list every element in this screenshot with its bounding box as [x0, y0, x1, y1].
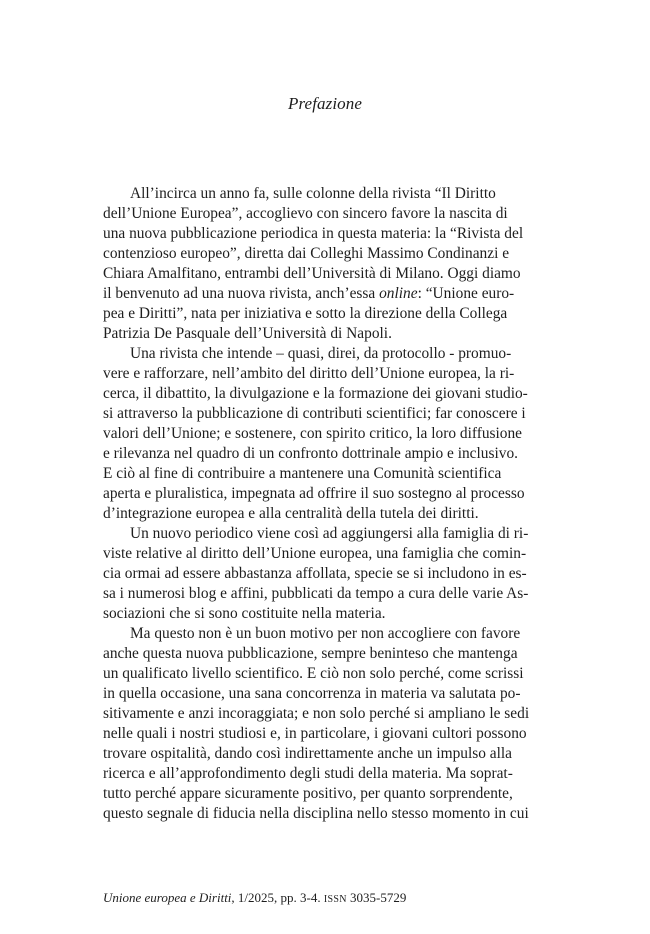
paragraph-line: All’incirca un anno fa, sulle colonne della rivista “Il Diritto: [130, 185, 496, 202]
paragraph-line: Chiara Amalfitano, entrambi dell’Università di Milano. Oggi diamo: [103, 265, 521, 282]
paragraph-line: anche questa nuova pubblicazione, sempre beninteso che mantenga: [103, 645, 518, 662]
paragraph-line: sa i numerosi blog e affini, pubblicati da tempo a cura delle varie As-: [103, 585, 529, 602]
paragraph-line: contenzioso europeo”, diretta dai Colleghi Massimo Condinanzi e: [103, 245, 510, 262]
paragraph-line: ricerca e all’approfondimento degli studi della materia. Ma soprat-: [103, 765, 513, 782]
paragraph-line: una nuova pubblicazione periodica in questa materia: la “Rivista del: [103, 225, 524, 242]
paragraph-line: in quella occasione, una sana concorrenza in materia va salutata po-: [103, 685, 521, 702]
page-footer-citation: [103, 889, 406, 909]
paragraph-line: un qualificato livello scientifico. E ciò non solo perché, come scrissi: [103, 665, 524, 682]
paragraph-line: viste relative al diritto dell’Unione europea, una famiglia che comin-: [103, 545, 527, 562]
paragraph-line: tutto perché appare sicuramente positivo, per quanto sorprendente,: [103, 785, 513, 802]
paragraph-line: e rilevanza nel quadro di un confronto dottrinale ampio e inclusivo.: [103, 445, 518, 462]
paragraph-line: aperta e pluralistica, impegnata ad offrire il suo sostegno al processo: [103, 485, 525, 502]
paragraph-line: vere e rafforzare, nell’ambito del diritto dell’Unione europea, la ri-: [103, 365, 515, 382]
paragraph-4: [103, 624, 561, 824]
paragraph-line: d’integrazione europea e alla centralità della tutela dei diritti.: [103, 505, 479, 522]
paragraph-1: [103, 184, 561, 344]
paragraph-line: cerca, il dibattito, la divulgazione e la formazione dei giovani studio-: [103, 385, 528, 402]
paragraph-line-with-italic: il benvenuto ad una nuova rivista, anch’essa online: “Unione euro-: [103, 285, 515, 302]
paragraph-line: pea e Diritti”, nata per iniziativa e sotto la direzione della Collega: [103, 305, 508, 322]
footer-issn-number: 3035-5729: [346, 890, 407, 905]
paragraph-line: questo segnale di fiducia nella disciplina nello stesso momento in cui: [103, 805, 529, 822]
paragraph-line: dell’Unione Europea”, accoglievo con sincero favore la nascita di: [103, 205, 508, 222]
body-text: [103, 184, 561, 824]
paragraph-line: Ma questo non è un buon motivo per non accogliere con favore: [130, 625, 521, 642]
footer-issn-label: ISSN: [323, 894, 347, 905]
paragraph-line: cia ormai ad essere abbastanza affollata, specie se si includono in es-: [103, 565, 527, 582]
page-title: Prefazione: [287, 94, 363, 113]
footer-issue-pages: , 1/2025, pp. 3-4.: [231, 890, 324, 905]
paragraph-line: Patrizia De Pasquale dell’Università di Napoli.: [103, 325, 392, 342]
paragraph-line: nelle quali i nostri studiosi e, in particolare, i giovani cultori possono: [103, 725, 527, 742]
paragraph-2: [103, 344, 561, 524]
paragraph-line: valori dell’Unione; e sostenere, con spirito critico, la loro diffusione: [103, 425, 522, 442]
paragraph-line: sociazioni che si sono costituite nella materia.: [103, 605, 386, 622]
paragraph-3: [103, 524, 561, 624]
paragraph-line: sitivamente e anzi incoraggiata; e non solo perché si ampliano le sedi: [103, 705, 530, 722]
paragraph-line: si attraverso la pubblicazione di contributi scientifici; far conoscere i: [103, 405, 526, 422]
footer-journal-name: Unione europea e Diritti: [103, 890, 232, 905]
paragraph-line: E ciò al fine di contribuire a mantenere una Comunità scientifica: [103, 465, 502, 482]
paragraph-line: trovare ospitalità, dando così indirettamente anche un impulso alla: [103, 745, 513, 762]
paragraph-line: Un nuovo periodico viene così ad aggiungersi alla famiglia di ri-: [130, 525, 529, 542]
paragraph-line: Una rivista che intende – quasi, direi, da protocollo - promuo-: [130, 345, 512, 362]
